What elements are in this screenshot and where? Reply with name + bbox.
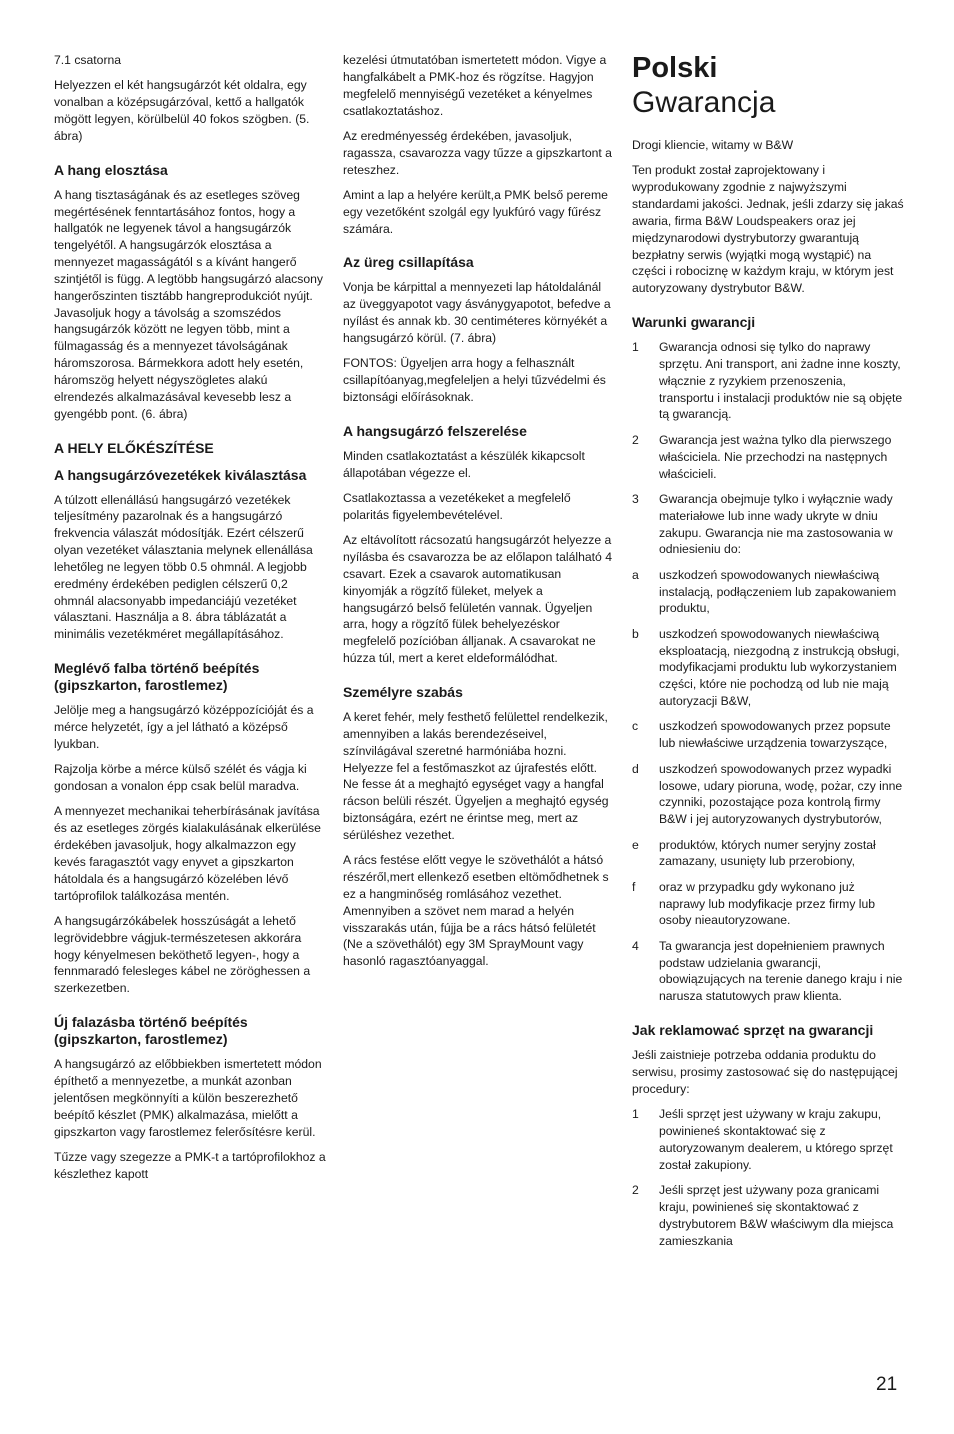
heading-ureg: Az üreg csillapítása	[343, 254, 474, 271]
heading-vezetekek: A hangsugárzóvezetékek kiválasztása	[54, 466, 307, 483]
list-item-marker: e	[632, 837, 639, 852]
jak-list	[632, 1106, 904, 1249]
list-item	[632, 938, 904, 1005]
column-3	[632, 52, 904, 1258]
paragraph: A mennyezet mechanikai teherbírásának javítása és az esetleges zörgés kialakulásának elkerülése érdekében javasoljuk, hogy alkalmazzon egy kevés faragasztót vagy enyvet a gipszkarton hátoldala és a hangsugárzó közelében lévő tartóprofilok találkozása mentén.	[54, 804, 321, 903]
list-item-text: Gwarancja obejmuje tylko i wyłącznie wady materiałowe lub inne wady ukryte w dniu zakupu. Gwarancja nie ma zastosowania w odniesieniu do:	[659, 491, 893, 557]
paragraph: Tűzze vagy szegezze a PMK-t a tartóprofilokhoz a készlethez kapott	[54, 1149, 326, 1181]
list-item-marker: 2	[632, 432, 639, 447]
list-item-text: Gwarancja odnosi się tylko do naprawy sprzętu. Ani transport, ani żadne inne koszty, włącznie z ryzykiem przenoszenia, transportu i instalacji produktów nie są objęte tą gwarancją.	[659, 340, 903, 422]
paragraph: Az eltávolított rácsozatú hangsugárzót helyezze a nyílásba és csavarozza be az előlapon található 4 csavart. Ezek a csavarok automatikusan kinyomják a rögzítő füleket, melyek a hangsugárzó belső felületén vannak. Ügyeljen arra, hogy a rögzítő fülek behelyezéskor megfelelő pozícióban álljanak. A csavarokat ne húzza túl, mert a keret eldeformálódhat.	[343, 533, 612, 666]
paragraph: Ten produkt został zaprojektowany i wyprodukowany zgodnie z najwyższymi standardami jakości. Jednak, jeśli zdarzy się jakaś awaria, firma B&W Loudspeakers oraz jej międzynarodowi dystrybutorzy gwarantują bezpłatny serwis (wyjątki mogą wystąpić) na części i robociznę w każdym kraju, w którym jest autoryzowany dystrybutor B&W.	[632, 163, 904, 296]
list-item-text: Ta gwarancja jest dopełnieniem prawnych podstaw udzielania gwarancji, obowiązujących na terenie danego kraju i nie narusza statutowych praw klienta.	[659, 938, 903, 1004]
list-item-text: Jeśli sprzęt jest używany w kraju zakupu, powinieneś skontaktować się z autoryzowanym dealerem, u którego sprzęt został zakupiony.	[659, 1107, 893, 1172]
paragraph: Jelölje meg a hangsugárzó középpozícióját és a mérce helyzetét, így a jel látható a középső lyukban.	[54, 703, 314, 751]
heading-szemelyre-szabas: Személyre szabás	[343, 683, 463, 700]
list-item	[632, 879, 904, 930]
paragraph: Helyezzen el két hangsugárzót két oldalra, egy vonalban a középsugárzóval, kettő a hallgatók mögött legyen, körülbelül 40 fokos szögben. (5. ábra)	[54, 78, 310, 143]
heading-jak-reklamowac: Jak reklamować sprzęt na gwarancji	[632, 1022, 874, 1039]
paragraph: FONTOS: Ügyeljen arra hogy a felhasznált csillapítóanyag,megfeleljen a helyi tűzvédelmi és biztonsági előírásoknak.	[343, 356, 606, 404]
paragraph: A rács festése előtt vegye le szövethálót a hátsó részéről,mert ellenkező esetben eltömődhetnek s ez a hangminőség romlásához vezethet. Amennyiben a szövet nem marad a helyén visszarakás után, fújja be a rács hátsó felületét (Ne a szövethálót) egy 3M SprayMount vagy hasonló ragasztóanyaggal.	[343, 853, 609, 969]
paragraph: Rajzolja körbe a mérce külső szélét és vágja ki gondosan a vonalon épp csak belül maradva.	[54, 762, 307, 793]
list-item-marker: a	[632, 567, 639, 582]
list-item	[632, 837, 904, 871]
paragraph: Az eredményesség érdekében, javasoljuk, ragassza, csavarozza vagy tűzze a gipszkartont a reteszhez.	[343, 128, 612, 177]
list-item-text: uszkodzeń spowodowanych przez wypadki losowe, udary pioruna, wodę, pożar, czy inne czynniki, pozostające poza kontrolą firmy B&W i jej autoryzowanych dystrybutorów,	[659, 761, 903, 827]
heading-warunki: Warunki gwarancji	[632, 314, 756, 331]
paragraph: A keret fehér, mely festhető felülettel rendelkezik, amennyiben a lakás berendezéseivel, színvilágával szeretné harmóniába hozni. Helyezze fel a festőmaszkot az újrafestés előtt. Ne fesse át a meghajtó egységet vagy a hangfal rácson belüli részét. Ügyeljen a meghajtó egység biztonságára, ezért ne érintse meg, mert az sérüléshez vezethet.	[343, 709, 609, 842]
page-number: 21	[876, 1374, 898, 1395]
list-item-marker: 1	[632, 1107, 639, 1122]
list-item	[632, 567, 904, 618]
list-item-marker: f	[632, 879, 636, 894]
paragraph: A hang tisztaságának és az esetleges szöveg megértésének fenntartásához fontos, hogy a hallgatók ne legyenek távol a hangsugárzók tengelyétől. A hangsugárzók elosztása a mennyezet magasságától s a kívánt hangerő szintjétől is függ. A legtöbb hangsugárzó alacsony hangerőszinten tisztább hangreprodukciót nyújt. Javasoljuk hogy a távolság a szomszédos hangsugárzók között ne legyen több, mint a fülmagasság és a mennyezet távolságának háromszorosa. Bármekkora adott hely esetén, háromszög helyett négyszögletes alakú elrendezés alkalmazásával kevesebb lesz a gyengébb pont. (6. ábra)	[54, 187, 323, 421]
list-item-marker: b	[632, 626, 639, 641]
paragraph: Csatlakoztassa a vezetékeket a megfelelő polaritás figyelembevételével.	[343, 491, 571, 522]
heading-hang-elosztasa: A hang elosztása	[54, 161, 168, 178]
list-item-text: Jeśli sprzęt jest używany poza granicami kraju, powinieneś się skontaktować z dystrybutorem B&W właściwym dla miejsca zamieszkania	[659, 1183, 894, 1248]
paragraph: A hangsugárzó az előbbiekben ismertetett módon építhető a mennyezetbe, a munkát azonban jelentősen megkönnyíti a külön beszerezhető beépítő készlet (PMK) alkalmazása, mielőtt a gipszkarton vagy farostlemez felerősítésre kerül.	[54, 1057, 322, 1139]
list-item	[632, 761, 904, 828]
list-item	[632, 491, 904, 558]
paragraph: Amint a lap a helyére került,a PMK belső pereme egy vezetőként szolgál egy lyukfúró vagy fűrész számára.	[343, 187, 608, 236]
column-1	[54, 52, 326, 1191]
heading-uj-falazas: Új falazásba történő beépítés (gipszkarton, farostlemez)	[54, 1014, 248, 1048]
list-item-marker: 2	[632, 1183, 639, 1198]
heading-meglevo-fal: Meglévő falba történő beépítés (gipszkarton, farostlemez)	[54, 660, 260, 694]
list-item	[632, 339, 904, 423]
list-item-text: produktów, których numer seryjny został zamazany, usunięty lub przerobiony,	[659, 837, 876, 869]
heading-hely-elokeszitese: A HELY ELŐKÉSZÍTÉSE	[54, 439, 214, 456]
list-item-text: uszkodzeń spowodowanych niewłaściwą instalacją, podłączeniem lub zapakowaniem produktu,	[659, 567, 897, 616]
list-item	[632, 432, 904, 483]
paragraph: Minden csatlakoztatást a készülék kikapcsolt állapotában végezze el.	[343, 448, 585, 480]
language-heading: Polski	[632, 52, 718, 84]
list-item-marker: c	[632, 719, 639, 734]
paragraph: kezelési útmutatóban ismertetett módon. Vigye a hangfalkábelt a PMK-hoz és rögzítse. Hagyjon megfelelő mennyiségű vezetéket a kényelmes csatlakoztatáshoz.	[343, 53, 607, 118]
paragraph: Jeśli zaistnieje potrzeba oddania produktu do serwisu, prosimy zastosować się do następującej procedury:	[632, 1048, 898, 1096]
section-title: Gwarancja	[632, 86, 776, 119]
paragraph: Drogi kliencie, witamy w B&W	[632, 138, 794, 152]
list-item	[632, 626, 904, 710]
list-item-text: uszkodzeń spowodowanych przez popsute lub niewłaściwe urządzenia towarzyszące,	[659, 719, 891, 751]
paragraph: A túlzott ellenállású hangsugárzó vezetékek teljesítmény pazarolnak és a hangsugárzó frekvencia válaszát módosítják. Ezért célszerű olyan vezetéket választania melynek ellenállása lehetőleg ne legyen több 0.5 ohmnál. A legjobb eredmény érdekében pediglen célszerű 0,2 ohmnál alacsonyabb impedanciájú vezetéket választani. Használja a 8. ábra táblázatát a minimális vezetékméret megállapításához.	[54, 492, 313, 642]
heading-felszereles: A hangsugárzó felszerelése	[343, 422, 527, 439]
column-2	[343, 52, 613, 979]
list-item	[632, 1106, 904, 1173]
warunki-list	[632, 339, 904, 1005]
list-item-marker: 4	[632, 938, 639, 953]
list-item-marker: 3	[632, 491, 639, 506]
list-item	[632, 718, 904, 752]
list-item-marker: 1	[632, 340, 639, 355]
paragraph: 7.1 csatorna	[54, 53, 122, 67]
paragraph: Vonja be kárpittal a mennyezeti lap hátoldalánál az üveggyapotot vagy ásványgyapotot, befedve a nyílást és annak kb. 30 centiméteres környékét a hangsugárzó körül. (7. ábra)	[343, 280, 611, 345]
list-item-text: Gwarancja jest ważna tylko dla pierwszego właściciela. Nie przechodzi na następnych właścicieli.	[659, 432, 892, 481]
list-item-marker: d	[632, 761, 639, 776]
paragraph: A hangsugárzókábelek hosszúságát a lehető legrövidebbre vágjuk-természetesen akkorára hogy kényelmesen beköthető legyen-, hogy a fennmaradó felesleges kábel ne zöröghessen a szerkezetben.	[54, 913, 311, 996]
list-item-text: uszkodzeń spowodowanych niewłaściwą eksploatacją, niezgodną z instrukcją obsługi, modyfikacjami produktu lub wykorzystaniem części, które nie pochodzą od lub nie mają autoryzacji B&W,	[659, 626, 900, 709]
list-item	[632, 1182, 904, 1249]
list-item-text: oraz w przypadku gdy wykonano już naprawy lub modyfikacje przez firmy lub osoby nieautoryzowane.	[659, 879, 876, 928]
